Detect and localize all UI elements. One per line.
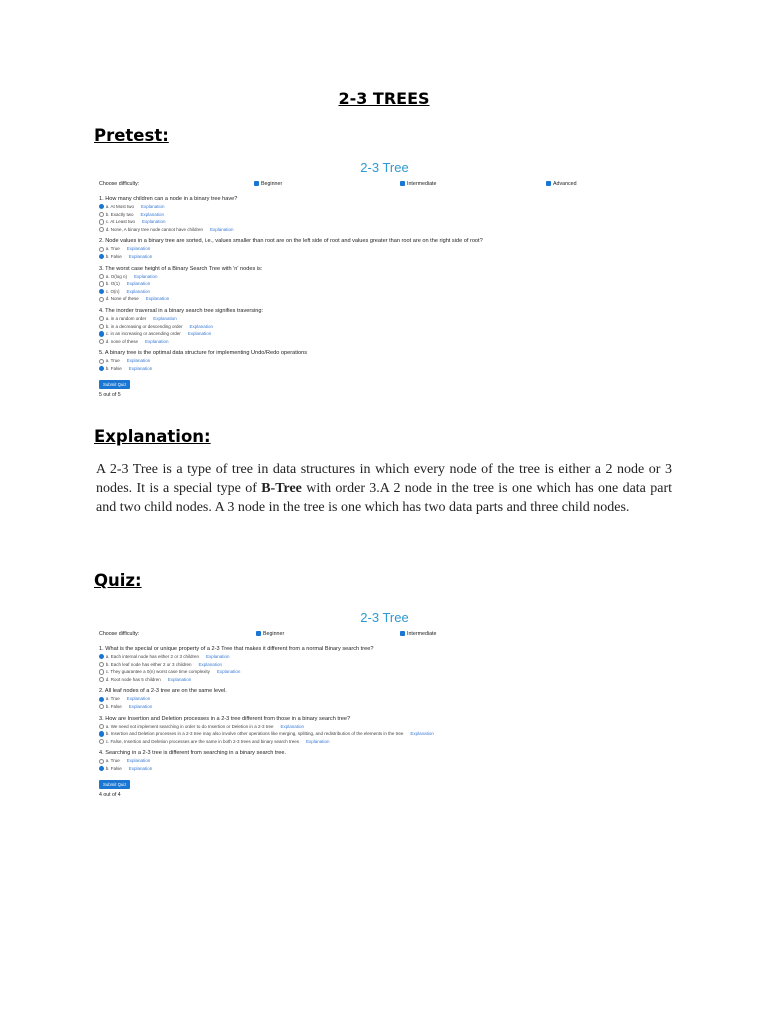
explanation-link[interactable]: Explanation: [306, 738, 330, 744]
option-label: d. None of these: [105, 296, 139, 302]
explanation-link[interactable]: Explanation: [145, 296, 170, 302]
radio-selected-icon[interactable]: [99, 254, 104, 259]
radio-icon[interactable]: [99, 669, 104, 674]
option-label: c. At Least two: [105, 219, 135, 225]
difficulty-row: [94, 179, 675, 191]
option-label: a. True: [105, 696, 120, 702]
answer-option[interactable]: [94, 338, 675, 346]
explanation-link[interactable]: Explanation: [167, 676, 192, 682]
question: [94, 687, 675, 710]
radio-selected-icon[interactable]: [99, 331, 104, 336]
b-tree-term: B-Tree: [261, 481, 302, 496]
option-label: c. False, Insertion and Deletion processes are the same in both 2-3 trees and binary search trees: [105, 738, 300, 744]
answer-option[interactable]: [94, 703, 675, 711]
document-title: 2-3 TREES: [338, 89, 430, 108]
explanation-link[interactable]: Explanation: [133, 273, 158, 279]
explanation-link[interactable]: Explanation: [140, 204, 165, 209]
radio-icon[interactable]: [99, 274, 104, 279]
option-label: c. O(n): [105, 288, 120, 294]
radio-icon[interactable]: [99, 739, 104, 744]
choose-difficulty-label: Choose difficulty:: [99, 631, 140, 637]
option-label: b. False: [105, 703, 122, 709]
radio-icon[interactable]: [99, 324, 104, 329]
difficulty-intermediate[interactable]: [400, 181, 436, 187]
score-text: 4 out of 4: [99, 791, 121, 798]
checkbox-icon: [400, 631, 405, 636]
difficulty-label: Beginner: [261, 181, 283, 187]
explanation-link[interactable]: Explanation: [410, 731, 434, 737]
explanation-heading: Explanation:: [94, 427, 211, 446]
difficulty-label: Advanced: [553, 181, 577, 187]
answer-option[interactable]: [94, 757, 675, 765]
question-text: 2. Node values in a binary tree are sorted, i.e., values smaller than root are on the left side of root and values greater than root are on the right side of root?: [99, 238, 483, 245]
answer-option[interactable]: [94, 653, 675, 661]
explanation-link[interactable]: Explanation: [126, 281, 151, 287]
question: [94, 349, 675, 372]
radio-icon[interactable]: [99, 219, 104, 224]
answer-option[interactable]: [94, 280, 675, 288]
explanation-link[interactable]: Explanation: [198, 661, 223, 667]
submit-quiz-button[interactable]: Submit Quiz: [99, 380, 130, 389]
radio-icon[interactable]: [99, 227, 104, 232]
radio-icon[interactable]: [99, 212, 104, 217]
radio-icon[interactable]: [99, 316, 104, 321]
difficulty-advanced[interactable]: [546, 181, 577, 187]
answer-option[interactable]: [94, 357, 675, 365]
answer-option[interactable]: [94, 245, 675, 253]
difficulty-intermediate[interactable]: [400, 631, 436, 637]
option-label: d. Root node has 5 children: [105, 676, 161, 682]
question-list: [94, 195, 675, 373]
explanation-link[interactable]: Explanation: [141, 219, 166, 225]
explanation-link[interactable]: Explanation: [189, 323, 214, 329]
answer-option[interactable]: [94, 695, 675, 703]
answer-option[interactable]: [94, 211, 675, 219]
question-text: 5. A binary tree is the optimal data structure for implementing Undo/Redo operations: [99, 350, 308, 357]
explanation-link[interactable]: Explanation: [126, 758, 151, 764]
question: [94, 645, 675, 683]
explanation-link[interactable]: Explanation: [128, 365, 153, 371]
score-text: 5 out of 5: [99, 391, 121, 398]
explanation-text: with order 3.A 2 node in the tree is one which has one data part and two child nodes. A 3 node in the tree is one which has two data parts and three child nodes.: [96, 481, 672, 515]
option-label: a. in a random order: [105, 315, 147, 321]
difficulty-row: [94, 629, 675, 641]
question-text: 1. What is the special or unique property of a 2-3 Tree that makes it different from a normal Binary search tree?: [99, 646, 374, 652]
question: [94, 749, 675, 772]
radio-icon[interactable]: [99, 281, 104, 286]
option-label: b. O(1): [105, 281, 120, 287]
radio-icon[interactable]: [99, 297, 104, 302]
checkbox-icon: [254, 181, 259, 186]
explanation-link[interactable]: Explanation: [144, 338, 169, 344]
explanation-paragraph: [96, 460, 672, 517]
radio-selected-icon[interactable]: [99, 654, 104, 659]
explanation-link[interactable]: Explanation: [128, 703, 153, 709]
answer-option[interactable]: [94, 218, 675, 226]
radio-selected-icon[interactable]: [99, 766, 104, 771]
pretest-screenshot: [94, 156, 675, 412]
difficulty-label: Beginner: [263, 631, 285, 637]
explanation-text: A 2-3 Tree is a type of tree in data structures in which every node of the tree is either a 2 node or 3 nodes. It is a special type of: [96, 462, 672, 496]
question-text: 3. How are Insertion and Deletion processes in a 2-3 tree different from those in a binary search tree?: [99, 715, 351, 722]
option-label: c. in an increasing or ascending order: [105, 331, 181, 337]
answer-option[interactable]: [94, 730, 675, 738]
option-label: b. False: [105, 765, 122, 771]
checkbox-icon: [546, 181, 551, 186]
question: [94, 307, 675, 345]
explanation-link[interactable]: Explanation: [280, 723, 304, 729]
option-label: b. False: [105, 365, 122, 371]
explanation-link[interactable]: Explanation: [128, 765, 153, 771]
answer-option[interactable]: [94, 668, 675, 676]
answer-option[interactable]: [94, 661, 675, 669]
option-label: a. True: [105, 758, 120, 764]
question: [94, 237, 675, 260]
checkbox-icon: [256, 631, 261, 636]
option-label: a. True: [105, 246, 120, 252]
question-text: 1. How many children can a node in a binary tree have?: [99, 196, 238, 202]
answer-option[interactable]: [94, 723, 675, 731]
question-text: 3. The worst case height of a Binary Search Tree with 'n' nodes is:: [99, 265, 263, 272]
quiz-screenshot: [94, 606, 675, 838]
radio-icon[interactable]: [99, 704, 104, 709]
option-label: c. They guarantee a 0(n) worst case time complexity: [105, 669, 210, 675]
explanation-link[interactable]: Explanation: [128, 253, 153, 259]
question-text: 4. The inorder traversal in a binary search tree signifies traversing:: [99, 307, 264, 314]
difficulty-label: Intermediate: [407, 631, 437, 637]
explanation-link[interactable]: Explanation: [187, 331, 212, 337]
radio-selected-icon[interactable]: [99, 731, 104, 736]
checkbox-icon: [400, 181, 405, 186]
radio-icon[interactable]: [99, 339, 104, 344]
answer-option[interactable]: [94, 253, 675, 261]
answer-option[interactable]: [94, 765, 675, 773]
option-label: a. O(log n): [105, 273, 127, 279]
radio-selected-icon[interactable]: [99, 289, 104, 294]
explanation-link[interactable]: Explanation: [126, 696, 151, 702]
choose-difficulty-label: Choose difficulty:: [99, 181, 140, 187]
difficulty-beginner[interactable]: [254, 181, 282, 187]
option-label: d. None, A binary tree node cannot have children: [105, 226, 204, 232]
explanation-link[interactable]: Explanation: [126, 358, 151, 364]
radio-icon[interactable]: [99, 724, 104, 729]
radio-icon[interactable]: [99, 247, 104, 252]
question: [94, 265, 675, 303]
answer-option[interactable]: [94, 273, 675, 281]
option-label: a. Each internal node has either 2 or 3 children: [105, 654, 199, 659]
question-text: 4. Searching in a 2-3 tree is different from searching in a binary search tree.: [99, 750, 287, 757]
option-label: d. none of these: [105, 338, 138, 344]
option-label: b. in a decreasing or descending order: [105, 323, 183, 329]
answer-option[interactable]: [94, 738, 675, 746]
quiz-title: 2-3 Tree: [360, 610, 409, 625]
pretest-heading: Pretest:: [94, 126, 169, 145]
option-label: b. False: [105, 253, 122, 259]
answer-option[interactable]: [94, 676, 675, 684]
radio-icon[interactable]: [99, 759, 104, 764]
explanation-link[interactable]: Explanation: [140, 211, 164, 217]
answer-option[interactable]: [94, 315, 675, 323]
radio-selected-icon[interactable]: [99, 204, 104, 209]
explanation-link[interactable]: Explanation: [126, 288, 150, 294]
question-list: [94, 645, 675, 773]
option-label: a. At Most two: [105, 204, 134, 209]
option-label: a. True: [105, 358, 120, 364]
radio-icon[interactable]: [99, 662, 104, 667]
option-label: b. Exactly two: [105, 211, 134, 217]
radio-icon[interactable]: [99, 677, 104, 682]
answer-option[interactable]: [94, 295, 675, 303]
answer-option[interactable]: [94, 330, 675, 338]
radio-selected-icon[interactable]: [99, 366, 104, 371]
explanation-link[interactable]: Explanation: [210, 226, 234, 232]
option-label: b. Insertion and Deletion processes in a 2-3 tree may also involve other operations like merging, splitting, and redistribution of the elements in the tree: [105, 731, 404, 737]
quiz-heading: Quiz:: [94, 571, 142, 590]
difficulty-beginner[interactable]: [256, 631, 284, 637]
radio-selected-icon[interactable]: [99, 697, 104, 702]
explanation-link[interactable]: Explanation: [206, 654, 230, 659]
answer-option[interactable]: [94, 226, 675, 234]
answer-option[interactable]: [94, 365, 675, 373]
answer-option[interactable]: [94, 288, 675, 296]
difficulty-label: Intermediate: [407, 181, 437, 187]
pretest-title: 2-3 Tree: [360, 160, 409, 175]
answer-option[interactable]: [94, 323, 675, 331]
explanation-link[interactable]: Explanation: [216, 669, 241, 675]
question: [94, 715, 675, 746]
question: [94, 195, 675, 233]
answer-option[interactable]: [94, 203, 675, 211]
radio-icon[interactable]: [99, 359, 104, 364]
option-label: b. Each leaf node has either 2 or 3 children: [105, 661, 192, 667]
question-text: 2. All leaf nodes of a 2-3 tree are on the same level.: [99, 688, 227, 695]
explanation-link[interactable]: Explanation: [126, 246, 151, 252]
explanation-link[interactable]: Explanation: [153, 315, 177, 321]
submit-quiz-button[interactable]: Submit Quiz: [99, 780, 130, 789]
option-label: a. We need not implement searching in order to do Insertion or Deletion in a 2-3 tree: [105, 723, 274, 729]
